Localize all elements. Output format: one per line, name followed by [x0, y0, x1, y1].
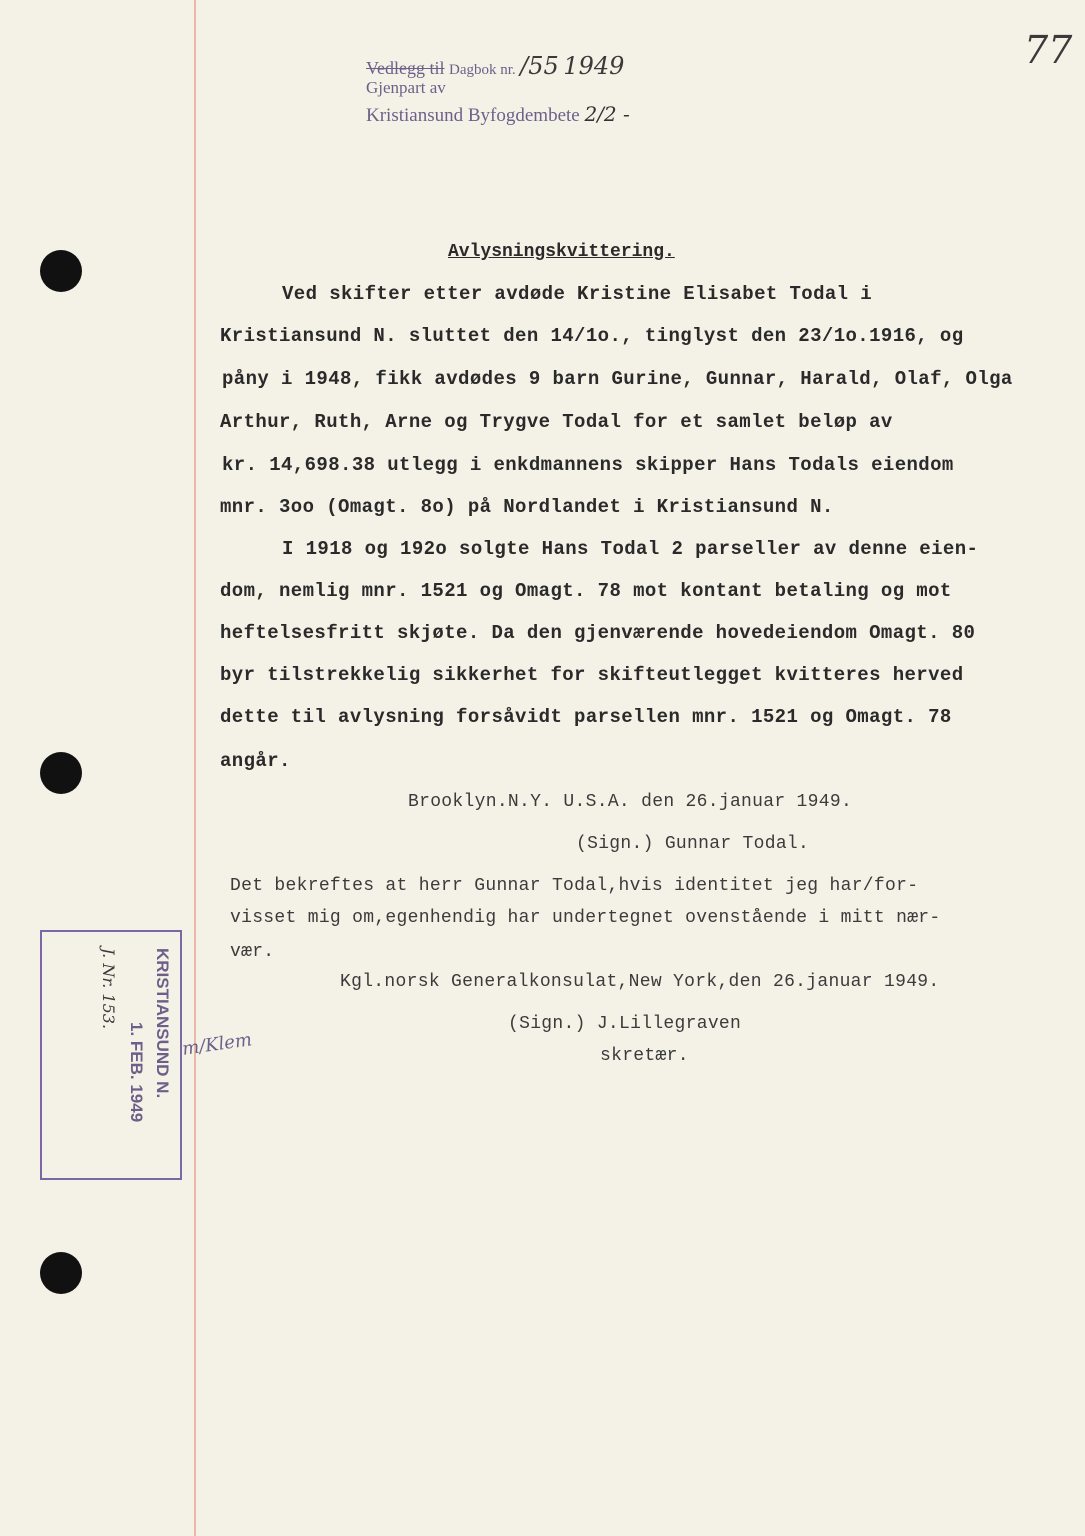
header-line-2: Gjenpart av — [366, 78, 446, 97]
consul-title: skretær. — [600, 1046, 689, 1066]
body-line: mnr. 3oo (Omagt. 8o) på Nordlandet i Kristiansund N. — [220, 496, 834, 518]
signature-line: (Sign.) Gunnar Todal. — [576, 834, 810, 854]
body-line: Ved skifter etter avdøde Kristine Elisabet Todal i — [282, 283, 873, 305]
document-title: Avlysningskvittering. — [448, 242, 675, 262]
header-struck-text: Vedlegg til — [366, 58, 445, 78]
stamp-journal-number: J. Nr. 153. — [99, 948, 118, 1030]
margin-line — [194, 0, 196, 1536]
attestation-line: Det bekreftes at herr Gunnar Todal,hvis identitet jeg har/for- — [230, 876, 919, 896]
body-line: I 1918 og 192o solgte Hans Todal 2 parseller av denne eien- — [282, 538, 979, 560]
handwritten-mark: m/Klem — [180, 1029, 254, 1060]
body-line: angår. — [220, 750, 291, 772]
office-name: Kristiansund Byfogdembete — [366, 105, 580, 126]
punch-hole — [40, 1252, 82, 1294]
received-stamp — [40, 930, 182, 1180]
dagbok-number: /55 — [520, 52, 559, 80]
header-line-3 — [366, 102, 630, 127]
consul-signature: (Sign.) J.Lillegraven — [508, 1014, 742, 1034]
consulate-line: Kgl.norsk Generalkonsulat,New York,den 26.januar 1949. — [340, 972, 940, 992]
body-line: kr. 14,698.38 utlegg i enkdmannens skipper Hans Todals eiendom — [222, 454, 954, 476]
page-number: 77 — [1024, 28, 1073, 72]
place-date-line: Brooklyn.N.Y. U.S.A. den 26.januar 1949. — [408, 792, 853, 812]
body-line: Kristiansund N. sluttet den 14/1o., tinglyst den 23/1o.1916, og — [220, 325, 964, 347]
body-line: byr tilstrekkelig sikkerhet for skifteutlegget kvitteres herved — [220, 664, 964, 686]
attestation-line: vær. — [230, 942, 275, 962]
dagbok-year: 1949 — [563, 52, 625, 80]
body-line: dom, nemlig mnr. 1521 og Omagt. 78 mot kontant betaling og mot — [220, 580, 952, 602]
header-line-1 — [366, 52, 624, 80]
punch-hole — [40, 752, 82, 794]
office-date: 2/2 - — [584, 102, 630, 126]
stamp-date: 1. FEB. 1949 — [127, 1022, 146, 1123]
dagbok-label: Dagbok nr. — [449, 62, 516, 78]
body-line: dette til avlysning forsåvidt parsellen mnr. 1521 og Omagt. 78 — [220, 706, 952, 728]
body-line: påny i 1948, fikk avdødes 9 barn Gurine, Gunnar, Harald, Olaf, Olga — [222, 368, 1013, 390]
stamp-office: KRISTIANSUND N. — [153, 948, 172, 1099]
body-line: heftelsesfritt skjøte. Da den gjenværende hovedeiendom Omagt. 80 — [220, 622, 976, 644]
punch-hole — [40, 250, 82, 292]
body-line: Arthur, Ruth, Arne og Trygve Todal for et samlet beløp av — [220, 411, 893, 433]
attestation-line: visset mig om,egenhendig har undertegnet ovenstående i mitt nær- — [230, 908, 941, 928]
